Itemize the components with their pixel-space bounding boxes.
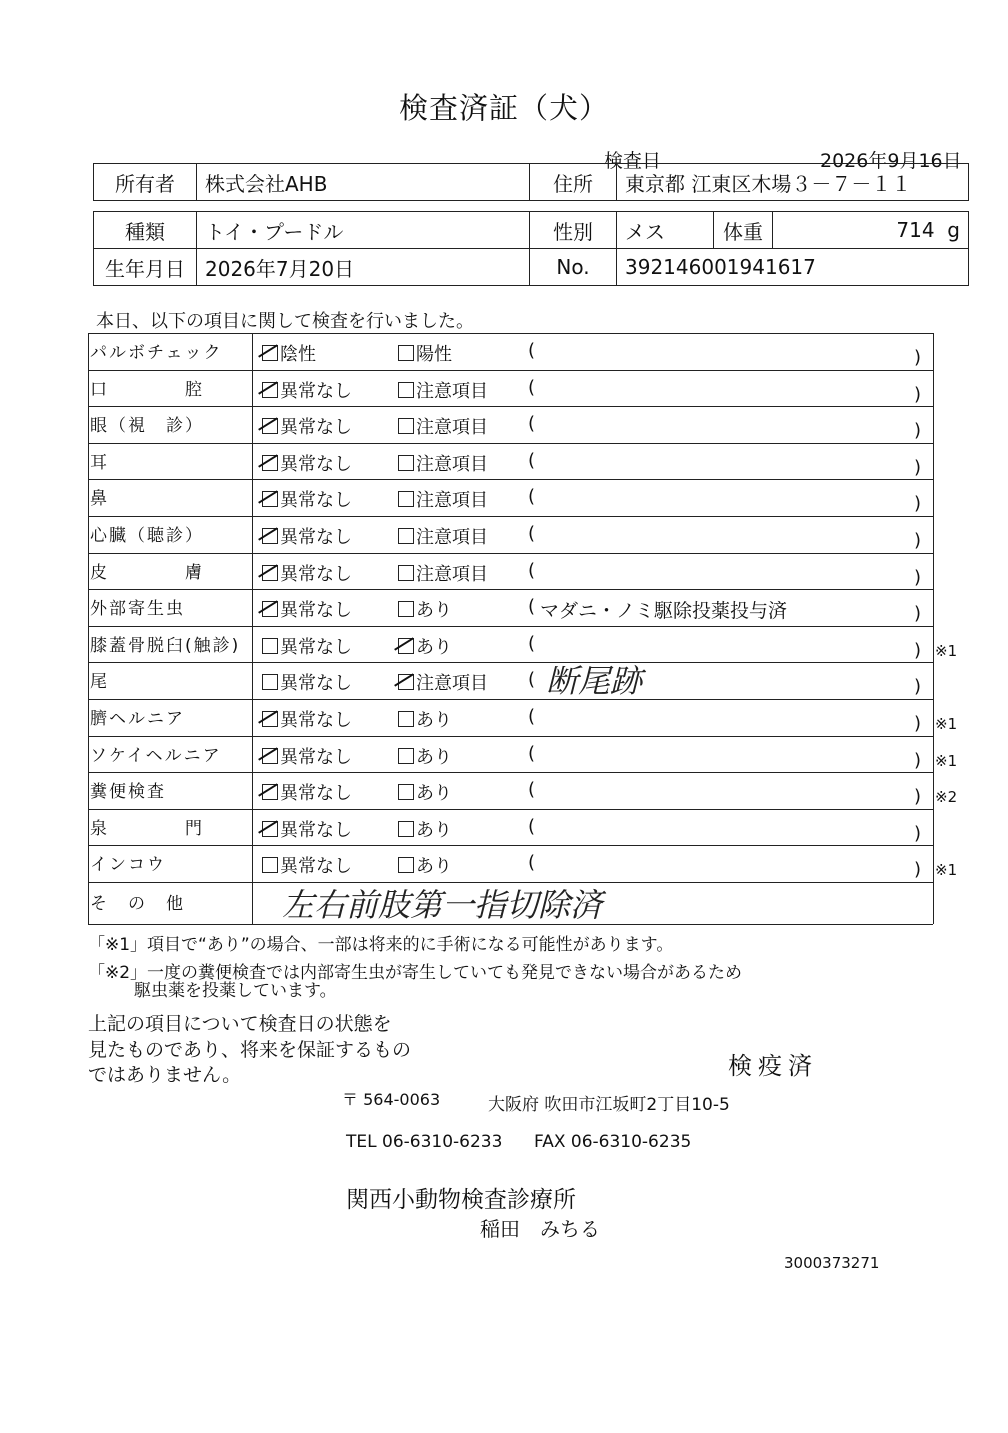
row-divider <box>88 479 933 480</box>
option-label: 異常なし <box>280 563 352 585</box>
weight-cell <box>773 212 969 249</box>
note-1: 「※1」項目で“あり”の場合、一部は将来的に手術になる可能性があります。 <box>88 935 674 955</box>
row-divider <box>88 443 933 444</box>
paren-open: ( <box>528 852 536 874</box>
row-label: 口 腔 <box>90 379 204 400</box>
option-label: 異常なし <box>280 636 352 658</box>
paren-open: ( <box>528 523 536 544</box>
exam-date-label: 検査日 <box>604 150 662 172</box>
option-normal[interactable] <box>262 779 352 805</box>
row-divider <box>88 626 933 627</box>
checkbox[interactable] <box>398 784 414 800</box>
checkbox[interactable] <box>262 565 278 581</box>
option-abnormal[interactable] <box>398 560 488 586</box>
paren-open: ( <box>528 596 536 618</box>
disclaimer-3: ではありません。 <box>88 1064 242 1086</box>
checkbox[interactable] <box>262 528 278 544</box>
option-abnormal[interactable] <box>398 450 488 476</box>
option-normal[interactable] <box>262 413 352 439</box>
option-abnormal[interactable] <box>398 633 452 659</box>
row-divider <box>88 699 933 700</box>
option-label: 異常なし <box>280 856 352 878</box>
row-label: 膝蓋骨脱臼(触診) <box>90 635 241 656</box>
option-normal[interactable] <box>262 486 352 512</box>
breed-label: 種類 <box>94 212 197 249</box>
sex-label: 性別 <box>530 212 617 249</box>
paren-close: ) <box>914 566 922 588</box>
option-label: 異常なし <box>280 417 352 439</box>
checkbox[interactable] <box>398 418 414 434</box>
paren-open: ( <box>528 742 536 764</box>
footnote-mark: ※2 <box>935 788 958 807</box>
paren-close: ) <box>914 749 922 771</box>
number-value: 392146001941617 <box>617 249 969 286</box>
other-label: そ の 他 <box>90 894 185 914</box>
quarantine-stamp: 検疫済 <box>728 1052 818 1080</box>
address-label: 住所 <box>530 164 617 201</box>
option-label: 異常なし <box>280 710 352 731</box>
option-abnormal[interactable] <box>398 486 488 512</box>
note-3: 駆虫薬を投薬しています。 <box>134 981 337 1001</box>
option-label: 異常なし <box>280 600 352 622</box>
checkbox[interactable] <box>398 382 414 398</box>
owner-table <box>93 163 969 201</box>
sex-value: メス <box>617 212 714 249</box>
option-label: 注意項目 <box>416 453 488 475</box>
option-abnormal[interactable] <box>398 779 452 805</box>
row-divider <box>88 809 933 810</box>
row-label: 心臓（聴診） <box>90 526 204 546</box>
option-label: 注意項目 <box>416 490 488 512</box>
option-abnormal[interactable] <box>398 706 452 732</box>
option-abnormal[interactable] <box>398 413 488 439</box>
option-abnormal[interactable] <box>398 596 452 622</box>
paren-open: ( <box>528 706 536 727</box>
address-value: 東京都 江東区木場３－７－１１ <box>617 164 969 201</box>
paren-open: ( <box>528 376 536 398</box>
option-normal[interactable] <box>262 633 352 659</box>
checkbox[interactable] <box>262 821 278 837</box>
owner-label: 所有者 <box>94 164 197 201</box>
clinic-address: 大阪府 吹田市江坂町2丁目10-5 <box>488 1095 730 1115</box>
clinic-tel: TEL 06-6310-6233 <box>346 1132 503 1152</box>
paren-open: ( <box>528 779 536 801</box>
option-normal[interactable] <box>262 669 352 695</box>
row-label: 尾 <box>90 672 109 693</box>
paren-close: ) <box>914 493 922 515</box>
option-normal[interactable] <box>262 743 352 769</box>
animal-table <box>93 211 969 286</box>
checkbox[interactable] <box>398 455 414 471</box>
option-label: あり <box>416 600 452 622</box>
row-divider <box>88 333 933 334</box>
row-divider <box>88 406 933 407</box>
note-2: 「※2」一度の糞便検査では内部寄生虫が寄生していても発見できない場合があるため <box>88 963 743 983</box>
document-id: 3000373271 <box>784 1254 880 1272</box>
option-label: あり <box>416 746 452 768</box>
paren-open: ( <box>528 815 536 837</box>
checkbox[interactable] <box>398 491 414 507</box>
option-label: 異常なし <box>280 819 352 841</box>
checkbox[interactable] <box>398 711 414 727</box>
paren-open: ( <box>528 449 536 471</box>
paren-close: ) <box>914 530 922 551</box>
intro-text: 本日、以下の項目に関して検査を行いました。 <box>96 311 474 332</box>
row-divider <box>88 370 933 371</box>
option-abnormal[interactable] <box>398 816 452 842</box>
checkbox[interactable] <box>262 711 278 727</box>
paren-close: ) <box>914 713 922 734</box>
option-label: あり <box>416 710 452 731</box>
weight-unit: g <box>947 218 960 242</box>
option-abnormal[interactable] <box>398 669 488 695</box>
row-label: 泉 門 <box>90 818 204 839</box>
row-label: 外部寄生虫 <box>90 599 185 620</box>
checkbox[interactable] <box>262 784 278 800</box>
option-label: 異常なし <box>280 673 352 695</box>
checkbox[interactable] <box>398 748 414 764</box>
option-label: 異常なし <box>280 490 352 512</box>
checkbox[interactable] <box>398 528 414 544</box>
paren-open: ( <box>528 340 536 361</box>
postal-code: 〒 564-0063 <box>342 1090 441 1109</box>
paren-close: ) <box>914 639 922 661</box>
option-abnormal[interactable] <box>398 523 488 549</box>
option-normal[interactable] <box>262 377 352 403</box>
row-label: 耳 <box>90 452 109 473</box>
checkbox[interactable] <box>398 857 414 873</box>
option-normal[interactable] <box>262 852 352 878</box>
checkbox[interactable] <box>398 345 414 361</box>
paren-open: ( <box>528 413 536 435</box>
row-label: 鼻 <box>90 489 109 510</box>
option-label: あり <box>416 783 452 805</box>
row-divider <box>88 845 933 846</box>
paren-close: ) <box>914 822 922 844</box>
option-label: あり <box>416 636 452 658</box>
option-label: 異常なし <box>280 527 352 548</box>
option-label: 注意項目 <box>416 563 488 585</box>
paren-close: ) <box>914 786 922 808</box>
option-normal[interactable] <box>262 450 352 476</box>
other-value: 左右前肢第一指切除済 <box>282 886 603 924</box>
row-divider <box>88 662 933 663</box>
option-normal[interactable] <box>262 560 352 586</box>
checkbox[interactable] <box>262 674 278 690</box>
checkbox[interactable] <box>398 638 414 654</box>
breed-value: トイ・プードル <box>197 212 530 249</box>
option-label: あり <box>416 819 452 841</box>
paren-open: ( <box>528 632 536 654</box>
checkbox[interactable] <box>398 565 414 581</box>
footnote-mark: ※1 <box>935 861 958 880</box>
option-label: 陰性 <box>280 344 316 365</box>
paren-close: ) <box>914 420 922 442</box>
option-label: 陽性 <box>416 344 452 365</box>
checkbox[interactable] <box>398 674 414 690</box>
row-divider <box>88 736 933 737</box>
checkbox[interactable] <box>262 418 278 434</box>
row-divider <box>88 589 933 590</box>
clinic-fax: FAX 06-6310-6235 <box>534 1132 692 1152</box>
clinic-name: 関西小動物検査診療所 <box>346 1187 576 1213</box>
option-label: 注意項目 <box>416 673 488 695</box>
option-normal[interactable] <box>262 523 352 549</box>
checkbox[interactable] <box>262 601 278 617</box>
row-comment: 断尾跡 <box>546 662 643 701</box>
exam-date-value: 2026年9月16日 <box>820 150 962 172</box>
option-label: 異常なし <box>280 783 352 805</box>
checkbox[interactable] <box>262 382 278 398</box>
row-label: ソケイヘルニア <box>90 745 222 766</box>
option-label: 異常なし <box>280 746 352 768</box>
row-label: 眼（視 診） <box>90 416 204 437</box>
option-normal[interactable] <box>262 816 352 842</box>
label-divider <box>252 333 253 924</box>
row-divider <box>88 516 933 517</box>
weight-value: 714 <box>896 218 935 242</box>
checkbox[interactable] <box>262 857 278 873</box>
birth-value: 2026年7月20日 <box>197 249 530 286</box>
footnote-mark: ※1 <box>935 715 958 733</box>
checkbox[interactable] <box>398 821 414 837</box>
option-abnormal[interactable] <box>398 852 452 878</box>
number-label: No. <box>530 249 617 286</box>
checkbox[interactable] <box>262 345 278 361</box>
row-comment: マダニ・ノミ駆除投薬投与済 <box>540 600 788 623</box>
weight-label: 体重 <box>714 212 773 249</box>
option-label: 注意項目 <box>416 527 488 548</box>
option-normal[interactable] <box>262 340 316 366</box>
checkbox[interactable] <box>398 601 414 617</box>
paren-close: ) <box>914 603 922 625</box>
checkbox[interactable] <box>262 491 278 507</box>
birth-label: 生年月日 <box>94 249 197 286</box>
paren-close: ) <box>914 859 922 881</box>
paren-close: ) <box>914 347 922 368</box>
option-label: 異常なし <box>280 453 352 475</box>
disclaimer-1: 上記の項目について検査日の状態を <box>88 1013 392 1035</box>
option-abnormal[interactable] <box>398 340 452 366</box>
paren-close: ) <box>914 383 922 405</box>
option-label: 注意項目 <box>416 417 488 439</box>
footnote-mark: ※1 <box>935 641 958 660</box>
checkbox[interactable] <box>262 638 278 654</box>
table-right-border <box>933 333 934 924</box>
row-divider <box>88 772 933 773</box>
owner-value: 株式会社AHB <box>197 164 530 201</box>
checkbox[interactable] <box>262 748 278 764</box>
page-title: 検査済証（犬） <box>398 91 609 125</box>
disclaimer-2: 見たものであり、将来を保証するもの <box>88 1039 412 1061</box>
table-left-border <box>88 333 89 924</box>
row-label: 臍ヘルニア <box>90 709 185 729</box>
paren-close: ) <box>914 456 922 478</box>
paren-open: ( <box>528 669 536 691</box>
paren-open: ( <box>528 559 536 581</box>
option-abnormal[interactable] <box>398 743 452 769</box>
option-abnormal[interactable] <box>398 377 488 403</box>
option-normal[interactable] <box>262 706 352 732</box>
checkbox[interactable] <box>262 455 278 471</box>
option-label: 異常なし <box>280 380 352 402</box>
paren-close: ) <box>914 676 922 698</box>
row-label: パルボチェック <box>90 343 223 363</box>
footnote-mark: ※1 <box>935 751 958 770</box>
vet-name: 稲田 みちる <box>480 1217 600 1241</box>
paren-open: ( <box>528 486 536 508</box>
row-label: 皮 膚 <box>90 562 204 583</box>
row-label: インコウ <box>90 855 166 876</box>
option-normal[interactable] <box>262 596 352 622</box>
option-label: あり <box>416 856 452 878</box>
row-divider <box>88 553 933 554</box>
row-label: 糞便検査 <box>90 782 166 803</box>
option-label: 注意項目 <box>416 380 488 402</box>
